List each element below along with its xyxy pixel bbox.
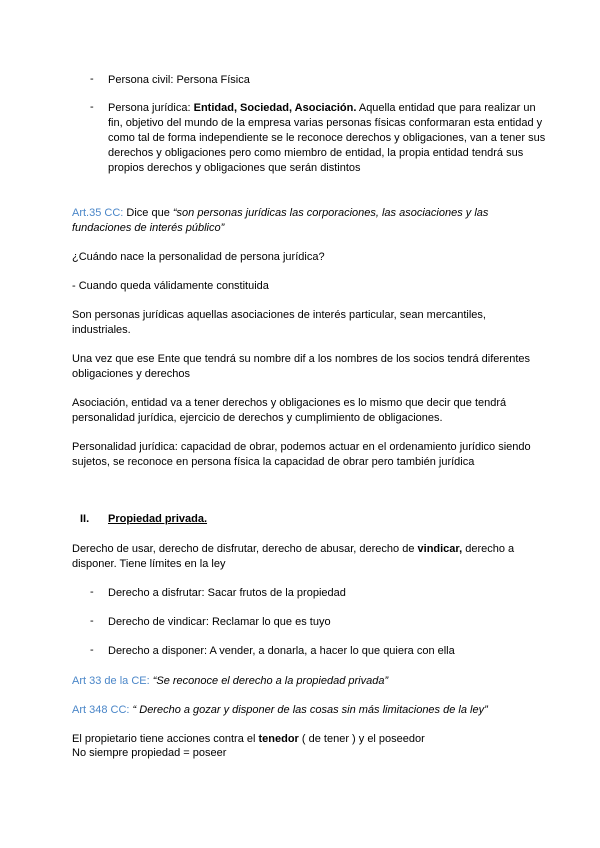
bullet-dash: - <box>90 615 94 627</box>
bullet-rest: Aquella entidad que para realizar un fin, objetivo del mundo de la empresa varias personas físicas conformaran esta entidad y como tal de forma independiente se le reconoce derechos y obligaciones, van a tener sus derechos y obligaciones pero como miembro de entidad, la propia entidad tendrá sus propios derechos y obligaciones que serán distintos <box>108 102 546 174</box>
bullet-disfrutar: Derecho a disfrutar: Sacar frutos de la propiedad <box>108 587 346 599</box>
question: ¿Cuándo nace la personalidad de persona jurídica? <box>72 251 325 263</box>
art348-ref: Art 348 CC: <box>72 704 130 716</box>
final-bold: tenedor <box>258 733 299 745</box>
final-text-a: El propietario tiene acciones contra el <box>72 733 259 745</box>
paragraph-3: Asociación, entidad va a tener derechos y obligaciones es lo mismo que decir que tendrá personalidad jurídica, ejercicio de derechos y cumplimiento de obligaciones. <box>72 397 507 424</box>
final-text-b: ( de tener ) y el poseedor <box>298 733 425 745</box>
final-line-1 <box>72 732 532 747</box>
art35-quote: “son personas jurídicas las corporaciones, las asociaciones y las fundaciones de interés público” <box>72 207 489 234</box>
derechos-text-a: Derecho de usar, derecho de disfrutar, derecho de abusar, derecho de <box>72 543 418 555</box>
answer: - Cuando queda válidamente constituida <box>72 280 269 292</box>
art348-paragraph <box>72 703 532 718</box>
art35-paragraph <box>72 206 532 236</box>
derechos-text-b: derecho a disponer. Tiene límites en la ley <box>72 543 515 570</box>
paragraph-2: Una vez que ese Ente que tendrá su nombre dif a los nombres de los socios tendrá diferentes obligaciones y derechos <box>72 353 530 380</box>
bullet-prefix: Persona jurídica: <box>108 102 194 114</box>
bullet-dash: - <box>90 73 94 85</box>
art33-paragraph <box>72 674 532 689</box>
bullet-dash: - <box>90 644 94 656</box>
paragraph-1: Son personas jurídicas aquellas asociaciones de interés particular, sean mercantiles, industriales. <box>72 309 486 336</box>
derechos-paragraph <box>72 542 532 572</box>
art35-ref: Art.35 CC: <box>72 207 124 219</box>
art348-quote: “ Derecho a gozar y disponer de las cosas sin más limitaciones de la ley” <box>129 704 488 716</box>
bullet-vindicar: Derecho de vindicar: Reclamar lo que es tuyo <box>108 616 331 628</box>
section-number: II. <box>80 513 90 525</box>
derechos-bold: vindicar, <box>417 543 463 555</box>
bullet-dash: - <box>90 101 94 113</box>
art33-ref: Art 33 de la CE: <box>72 675 150 687</box>
paragraph-4: Personalidad jurídica: capacidad de obrar, podemos actuar en el ordenamiento jurídico siendo sujetos, se reconoce en persona física la capacidad de obrar pero también jurídica <box>72 441 531 468</box>
bullet-disponer: Derecho a disponer: A vender, a donarla, a hacer lo que quiera con ella <box>108 645 455 657</box>
art33-quote: “Se reconoce el derecho a la propiedad privada” <box>149 675 389 687</box>
art35-lead: Dice que <box>123 207 173 219</box>
section-title: Propiedad privada. <box>108 513 208 525</box>
bullet-bold: Entidad, Sociedad, Asociación. <box>193 102 357 114</box>
final-line-2: No siempre propiedad = poseer <box>72 747 227 759</box>
bullet-persona-juridica <box>108 101 548 176</box>
bullet-persona-civil: Persona civil: Persona Física <box>108 74 250 86</box>
bullet-dash: - <box>90 586 94 598</box>
